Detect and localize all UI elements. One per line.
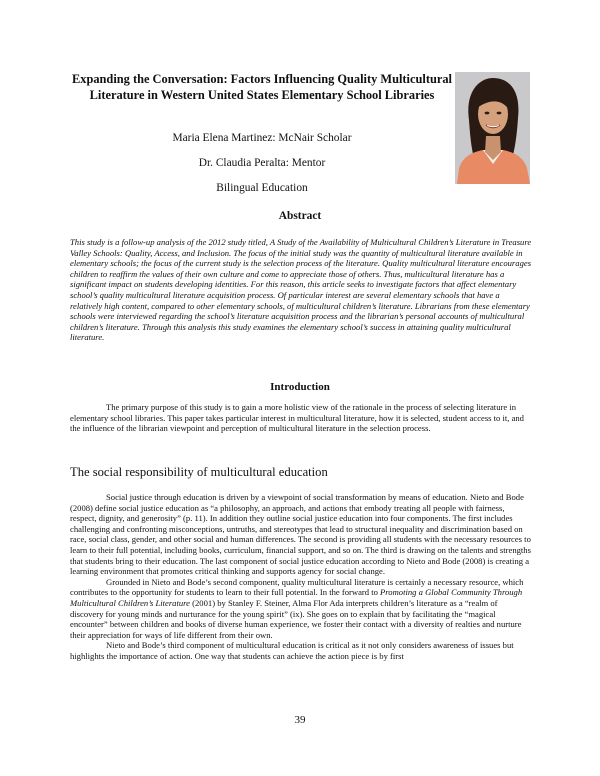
portrait-image (455, 72, 530, 184)
mentor-line: Dr. Claudia Peralta: Mentor (198, 157, 326, 169)
abstract-heading: Abstract (278, 210, 322, 222)
paper-title: Expanding the Conversation: Factors Influencing Quality Multicultural Literature in Western United States Elementary School Libraries (71, 72, 452, 102)
author-line: Maria Elena Martinez: McNair Scholar (172, 132, 352, 144)
introduction-text: The primary purpose of this study is to gain a more holistic view of the rationale in the process of selecting literature in elementary school libraries. This paper takes particular interest in multicultural literature, how it is selected, student access to it, and the influence of the librarian viewpoint and perception of multicultural literature in the selection process. (70, 402, 524, 434)
book-title: Promoting a Global Community Through Multicultural Children’s Literature (70, 587, 523, 608)
introduction-heading: Introduction (270, 381, 330, 393)
para2-lead: Grounded in Nieto and Bode’s second component, quality multicultural literature is certainly a necessary resource, which contributes to the opportunity for students to learn to their full potential. In the forward to (70, 576, 524, 598)
para2-tail: (2001) by Stanley F. Steiner, Alma Flor Ada interprets children’s literature as a “realm of discovery for young minds and nurturance for the young spirit” (ix). She goes on to explain that by facilitating the “magical encounter” between children and books of diverse human experience, we foster their contact with a diversity of realties and nurture their appreciation for ways of life different from their own. (70, 597, 522, 640)
body-paragraph-2 (70, 577, 532, 641)
section-heading: The social responsibility of multicultural education (70, 465, 328, 479)
author-photo (455, 72, 530, 184)
abstract-text: This study is a follow-up analysis of the 2012 study titled, A Study of the Availability of Multicultural Children’s Literature in Treasure Valley Schools: Quality, Access, and Inclusion. The focus of the initial study was the quantity of multicultural literature available in elementary schools; the focus of the current study is the selection process of the literature. Quality multicultural literature encourages children to reaffirm the values of their own culture and come to appreciate those of others. Thus, multicultural literature has a significant impact on students developing identities. For this reason, this article seeks to investigate factors that affect elementary school’s quality multicultural literature acquisition process. Of particular interest are several elementary schools that have a relatively high content, compared to other elementary schools, of multicultural children’s literature. Librarians from these elementary schools were interviewed regarding the school’s literature acquisition process and the librarian’s personal accounts of multicultural children’s literature. Through this analysis this study examines the elementary school’s success in attaining quality multicultural literature. (70, 237, 532, 343)
body-paragraph-3: Nieto and Bode’s third component of multicultural education is critical as it not only considers awareness of issues but highlights the importance of action. One way that students can achieve the action piece is by first (70, 640, 514, 661)
page-number: 39 (294, 714, 306, 726)
body-paragraph-1: Social justice through education is driven by a viewpoint of social transformation by means of education. Nieto and Bode (2008) define social justice education as “a philosophy, an approach, and actions that embody treating all people with fairness, respect, dignity, and generosity” (p. 11). In addition they outline social justice education into four components. The first includes challenging and confronting misconceptions, untruths, and stereotypes that lead to structural inequality and discrimination based on race, social class, gender, and other social and human differences. The second is providing all students with the necessary resources to learn to their full potential, including books, curriculum, financial support, and so on. The third is drawing on the talents and strengths that students bring to their education. The last component of social justice education according to Nieto and Bode (2008) is creating a learning environment that promotes critical thinking and supports agency for social change. (70, 492, 531, 577)
body-text (70, 492, 532, 662)
department-line: Bilingual Education (216, 182, 308, 194)
